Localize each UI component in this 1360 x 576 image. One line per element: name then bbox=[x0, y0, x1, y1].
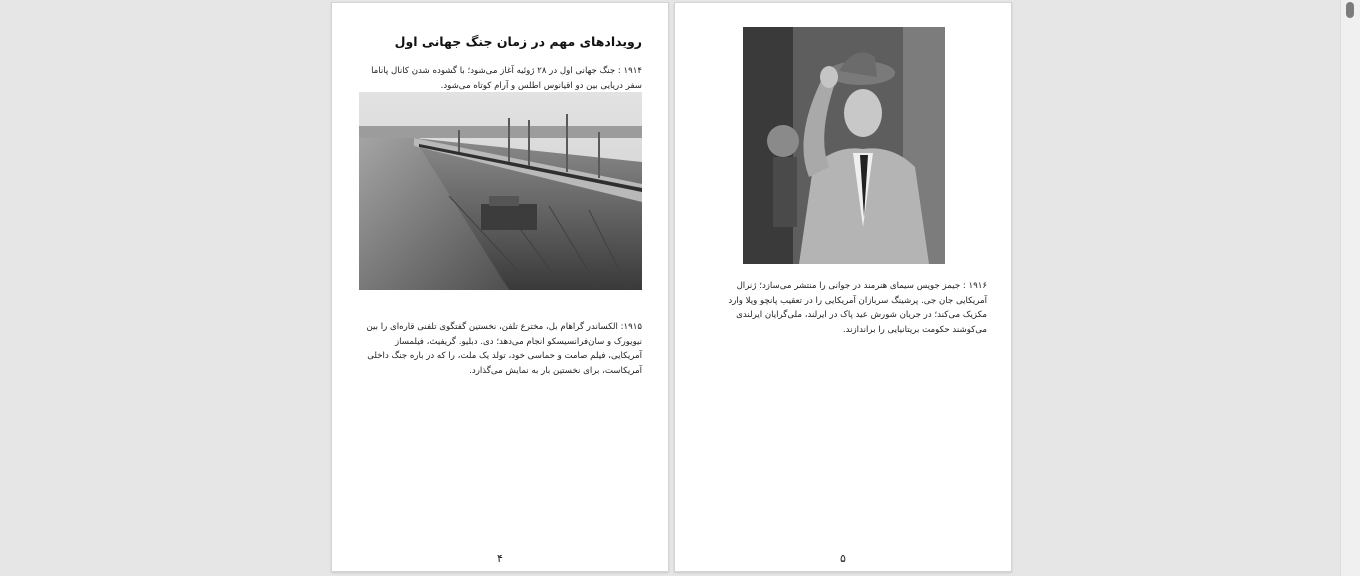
page-number: ۴ bbox=[497, 552, 503, 565]
page-4 bbox=[331, 2, 669, 572]
event-1916-paragraph: ۱۹۱۶ : جیمز جویس سیمای هنرمند در جوانی را منتشر می‌سازد؛ ژنرال آمریکایی جان جی. پرشینگ سربازان آمریکایی را در تعقیب پانچو ویلا وارد مکزیک می‌کند؛ در جریان شورش عید پاک در ایرلند، ملی‌گرایان ایرلندی می‌کوشند حکومت بریتانیایی را براندازند. bbox=[728, 281, 987, 335]
panama-canal-photo bbox=[359, 92, 642, 290]
page-title: رویدادهای مهم در زمان جنگ جهانی اول bbox=[394, 34, 642, 49]
event-1914-paragraph: ۱۹۱۴ : جنگ جهانی اول در ۲۸ ژوئیه آغاز می‌شود؛ با گشوده شدن کانال پاناما سفر دریایی بین دو اقیانوس اطلس و آرام کوتاه می‌شود. bbox=[371, 66, 642, 91]
vertical-scrollbar[interactable] bbox=[1340, 0, 1360, 576]
page-number: ۵ bbox=[840, 552, 846, 565]
event-1915-paragraph: ۱۹۱۵: الکساندر گراهام بل، مخترع تلفن، نخستین گفتگوی تلفنی قاره‌ای را بین نیویورک و سان‌فرانسیسکو انجام می‌دهد؛ دی. دبلیو. گریفیث، فیلمساز آمریکایی، فیلم صامت و حماسی خود، تولد یک ملت، را که در باره جنگ داخلی آمریکاست، برای نخستین بار به نمایش می‌گذارد. bbox=[366, 322, 642, 376]
scrollbar-thumb[interactable] bbox=[1346, 2, 1354, 18]
page-5 bbox=[674, 2, 1012, 572]
man-with-hat-photo bbox=[743, 27, 945, 264]
